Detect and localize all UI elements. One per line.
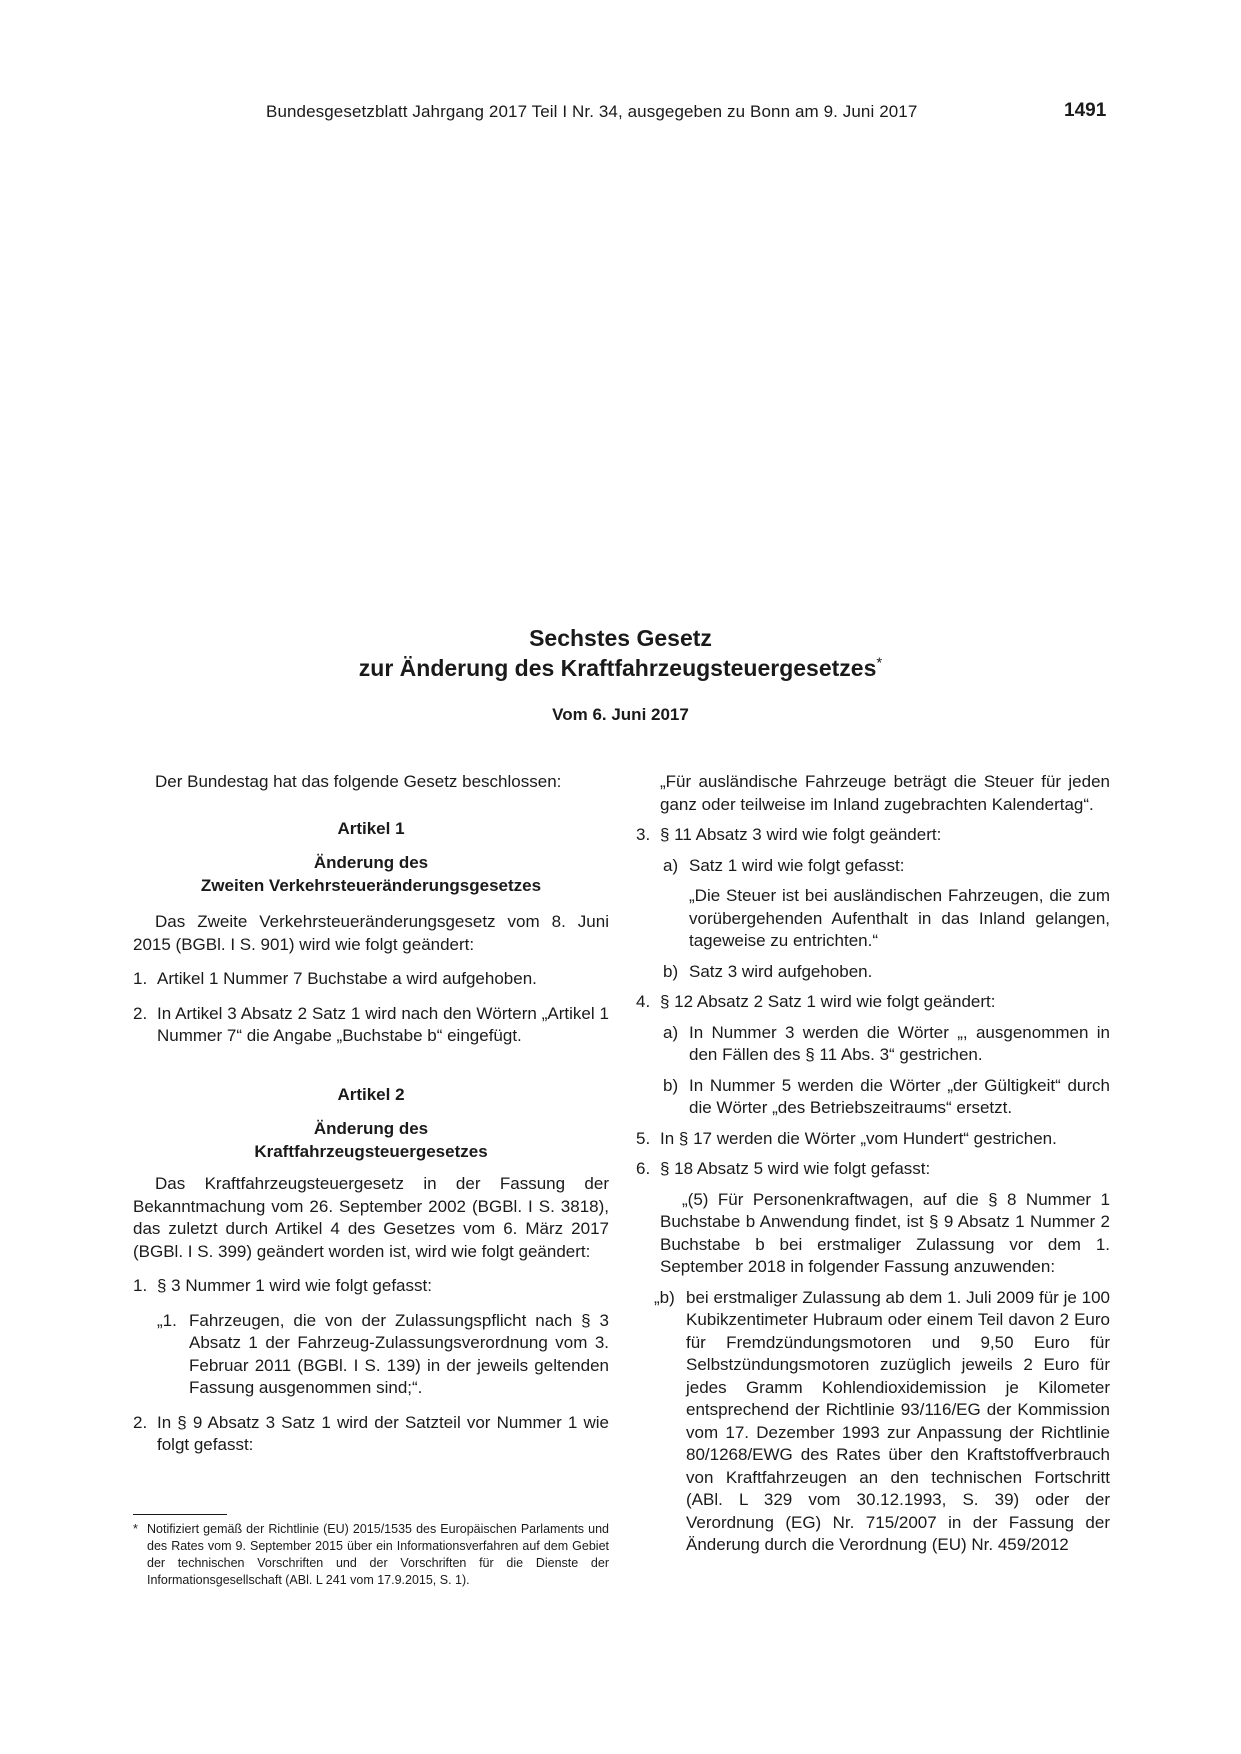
item-number: 5.	[636, 1128, 651, 1148]
item-number: 2.	[133, 1003, 148, 1023]
item-2-quote: „Für ausländische Fahrzeuge beträgt die Steuer für jeden ganz oder teilweise im Inland zugebrachten Kalendertag“.	[660, 772, 1110, 814]
article-2-intro: Das Kraftfahrzeugsteuergesetz in der Fassung der Bekanntmachung vom 26. September 2002 (BGBl. I S. 3818), das zuletzt durch Artikel 4 des Gesetzes vom 6. März 2017 (BGBl. I S. 399) geändert worden ist, wird wie folgt geändert:	[133, 1174, 609, 1261]
item-3a-quote: „Die Steuer ist bei ausländischen Fahrzeugen, die zum vorübergehenden Aufenthalt in das Inland gelangen, tageweise zu entrichten.“	[689, 886, 1110, 950]
item-text: In § 17 werden die Wörter „vom Hundert“ gestrichen.	[660, 1128, 1057, 1148]
sub-item-letter: a)	[663, 1022, 679, 1042]
article-2-item-1	[133, 1275, 609, 1298]
item-6-sub-b	[636, 1287, 1110, 1557]
running-title: Bundesgesetzblatt Jahrgang 2017 Teil I Nr. 34, ausgegeben zu Bonn am 9. Juni 2017	[266, 102, 918, 121]
item-text: § 12 Absatz 2 Satz 1 wird wie folgt geändert:	[660, 992, 996, 1011]
law-date: Vom 6. Juni 2017	[552, 705, 689, 724]
sub-item-letter: b)	[663, 961, 679, 981]
footnote	[133, 1521, 609, 1589]
footnote-divider	[133, 1514, 227, 1515]
right-column	[636, 771, 1110, 1557]
item-3b	[636, 961, 1110, 984]
footnote-marker: *	[133, 1522, 138, 1536]
item-number: 1.	[133, 969, 148, 988]
article-2-subheading-2: Kraftfahrzeugsteuergesetzes	[254, 1141, 488, 1161]
item-number: 6.	[636, 1159, 651, 1178]
article-1-heading: Artikel 1	[337, 818, 405, 838]
quote-text: Fahrzeugen, die von der Zulassungspflicht nach § 3 Absatz 1 der Fahrzeug-Zulassungsverordnung vom 3. Februar 2011 (BGBl. I S. 139) in der jeweils geltenden Fassung ausgenommen sind;“.	[189, 1310, 609, 1397]
item-number: 3.	[636, 825, 651, 844]
item-number: 4.	[636, 992, 651, 1011]
preamble: Der Bundestag hat das folgende Gesetz beschlossen:	[155, 772, 562, 791]
item-text: In Artikel 3 Absatz 2 Satz 1 wird nach den Wörtern „Artikel 1 Nummer 7“ die Angabe „Buchstabe b“ eingefügt.	[157, 1003, 609, 1045]
sub-item-letter: b)	[663, 1075, 679, 1095]
article-2-item-2	[133, 1412, 609, 1457]
title-line-1: Sechstes Gesetz	[529, 625, 712, 651]
sub-item-text: In Nummer 5 werden die Wörter „der Gültigkeit“ durch die Wörter „des Betriebszeitraums“ ersetzt.	[689, 1075, 1110, 1117]
page-header	[0, 100, 1241, 124]
item-3	[636, 824, 1110, 847]
quote-letter: „b)	[654, 1287, 675, 1307]
title-line-2-text: zur Änderung des Kraftfahrzeugsteuergesetzes	[358, 655, 877, 681]
title-footnote-marker: *	[876, 654, 883, 672]
item-6-quote: „(5) Für Personenkraftwagen, auf die § 8 Nummer 1 Buchstabe b Anwendung findet, ist § 9 Absatz 1 Nummer 2 Buchstabe b bei erstmaliger Zulassung vor dem 1. September 2018 in folgender Fassung anzuwenden:	[660, 1189, 1110, 1276]
article-1-item-2	[133, 1003, 609, 1048]
item-6	[636, 1158, 1110, 1181]
sub-item-letter: a)	[663, 855, 679, 875]
item-text: In § 9 Absatz 3 Satz 1 wird der Satzteil vor Nummer 1 wie folgt gefasst:	[157, 1412, 609, 1454]
footnote-text: Notifiziert gemäß der Richtlinie (EU) 2015/1535 des Europäischen Parlaments und des Rates vom 9. September 2015 über ein Informationsverfahren auf dem Gebiet der technischen Vorschriften und der Vorschriften für die Dienste der Informationsgesellschaft (ABl. L 241 vom 17.9.2015, S. 1).	[147, 1522, 609, 1587]
left-column	[133, 771, 609, 1457]
quote-number: „1.	[157, 1310, 177, 1330]
title-line-2	[0, 653, 1241, 683]
article-1-intro: Das Zweite Verkehrsteueränderungsgesetz vom 8. Juni 2015 (BGBl. I S. 901) wird wie folgt geändert:	[133, 912, 609, 954]
item-4b	[636, 1075, 1110, 1120]
quote-text: bei erstmaliger Zulassung ab dem 1. Juli 2009 für je 100 Kubikzentimeter Hubraum oder einem Teil davon 2 Euro für Fremdzündungsmotoren und 9,50 Euro für Selbstzündungsmotoren zuzüglich jeweils 2 Euro für jedes Gramm Kohlendioxidemission je Kilometer entsprechend der Richtlinie 93/116/EG der Kommission vom 17. Dezember 1993 zur Anpassung der Richtlinie 80/1268/EWG des Rates über den Kraftstoffverbrauch von Kraftfahrzeugen an den technischen Fortschritt (ABl. L 329 vom 30.12.1993, S. 39) oder der Verordnung (EG) Nr. 715/2007 in der Fassung der Änderung durch die Verordnung (EU) Nr. 459/2012	[686, 1287, 1110, 1554]
document-title	[0, 623, 1241, 683]
sub-item-text: In Nummer 3 werden die Wörter „, ausgenommen in den Fällen des § 11 Abs. 3“ gestrichen.	[689, 1022, 1110, 1064]
item-number: 2.	[133, 1412, 148, 1432]
item-text: § 3 Nummer 1 wird wie folgt gefasst:	[157, 1276, 432, 1295]
article-2-heading: Artikel 2	[337, 1084, 405, 1104]
sub-item-text: Satz 1 wird wie folgt gefasst:	[689, 855, 905, 875]
item-5	[636, 1128, 1110, 1151]
article-1-subheading-1: Änderung des	[313, 853, 429, 872]
article-1-item-1	[133, 968, 609, 991]
item-text: § 18 Absatz 5 wird wie folgt gefasst:	[660, 1159, 931, 1178]
page-number: 1491	[1064, 100, 1107, 121]
article-2-item-1-quote	[133, 1310, 609, 1400]
item-4	[636, 991, 1110, 1014]
item-3a	[636, 855, 1110, 878]
item-4a	[636, 1022, 1110, 1067]
item-number: 1.	[133, 1276, 148, 1295]
item-text: Artikel 1 Nummer 7 Buchstabe a wird aufgehoben.	[157, 969, 537, 988]
item-text: § 11 Absatz 3 wird wie folgt geändert:	[660, 825, 942, 844]
article-1-subheading-2: Zweiten Verkehrsteueränderungsgesetzes	[200, 875, 542, 895]
sub-item-text: Satz 3 wird aufgehoben.	[689, 961, 873, 981]
article-2-subheading-1: Änderung des	[313, 1119, 429, 1138]
